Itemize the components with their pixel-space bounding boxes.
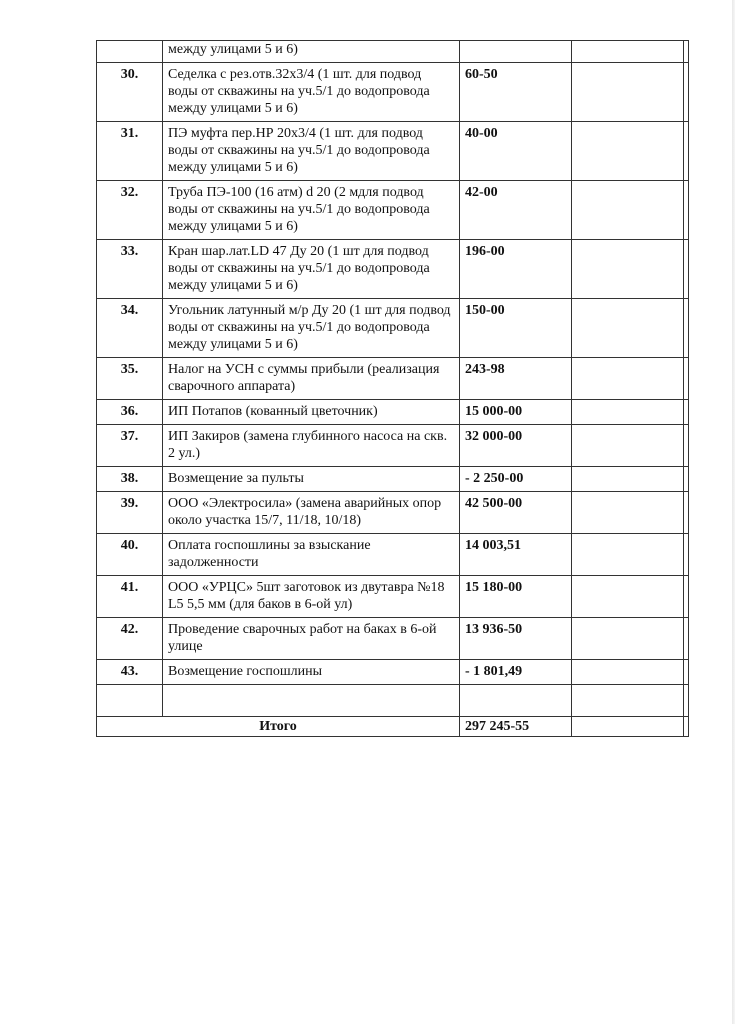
row-sum-cell: 42-00 [460, 181, 572, 240]
table-row-empty [97, 685, 689, 717]
row-extra-cell [684, 181, 689, 240]
row-extra-cell [684, 576, 689, 618]
row-description-cell: Угольник латунный м/р Ду 20 (1 шт для подвод воды от скважины на уч.5/1 до водопровода между улицами 5 и 6) [163, 299, 460, 358]
row-sum-cell: 40-00 [460, 122, 572, 181]
row-number-cell: 37. [97, 425, 163, 467]
row-extra-cell [572, 425, 684, 467]
table-row [97, 358, 689, 400]
expenses-table-footer [97, 685, 689, 737]
row-extra-cell [684, 685, 689, 717]
row-extra-cell [572, 181, 684, 240]
row-sum-cell: 60-50 [460, 63, 572, 122]
row-sum-cell: 15 000-00 [460, 400, 572, 425]
row-number-cell: 39. [97, 492, 163, 534]
row-extra-cell [684, 618, 689, 660]
row-extra-cell [684, 492, 689, 534]
table-row [97, 618, 689, 660]
row-number-cell: 38. [97, 467, 163, 492]
row-description-cell: ИП Закиров (замена глубинного насоса на скв. 2 ул.) [163, 425, 460, 467]
row-extra-cell [572, 492, 684, 534]
row-sum-cell: - 2 250-00 [460, 467, 572, 492]
row-description-cell: ИП Потапов (кованный цветочник) [163, 400, 460, 425]
row-sum-cell: 150-00 [460, 299, 572, 358]
row-sum-cell [460, 41, 572, 63]
table-row [97, 181, 689, 240]
row-sum-cell: 196-00 [460, 240, 572, 299]
row-extra-cell [572, 400, 684, 425]
scan-page-edge [732, 0, 735, 1024]
table-row [97, 240, 689, 299]
row-extra-cell [684, 122, 689, 181]
row-description-cell: Возмещение госпошлины [163, 660, 460, 685]
row-description-cell: ООО «УРЦС» 5шт заготовок из двутавра №18 L5 5,5 мм (для баков в 6-ой ул) [163, 576, 460, 618]
row-extra-cell [572, 618, 684, 660]
row-number-cell: 30. [97, 63, 163, 122]
row-description-cell: ООО «Электросила» (замена аварийных опор около участка 15/7, 11/18, 10/18) [163, 492, 460, 534]
row-sum-cell: 13 936-50 [460, 618, 572, 660]
row-extra-cell [572, 63, 684, 122]
row-extra-cell [684, 660, 689, 685]
row-extra-cell [572, 467, 684, 492]
expenses-table-body [97, 41, 689, 685]
row-extra-cell [572, 576, 684, 618]
row-extra-cell [684, 240, 689, 299]
row-extra-cell [572, 717, 684, 737]
row-extra-cell [684, 467, 689, 492]
row-number-cell: 35. [97, 358, 163, 400]
total-label: Итого [97, 717, 460, 737]
row-extra-cell [572, 660, 684, 685]
row-extra-cell [684, 63, 689, 122]
row-extra-cell [684, 41, 689, 63]
row-number-cell: 34. [97, 299, 163, 358]
table-row [97, 400, 689, 425]
row-number-cell: 32. [97, 181, 163, 240]
row-description-cell: Оплата госпошлины за взыскание задолженности [163, 534, 460, 576]
row-number-cell [97, 685, 163, 717]
row-extra-cell [684, 358, 689, 400]
table-row [97, 467, 689, 492]
table-row [97, 576, 689, 618]
row-number-cell: 42. [97, 618, 163, 660]
total-sum: 297 245-55 [460, 717, 572, 737]
table-row [97, 534, 689, 576]
table-row [97, 425, 689, 467]
row-extra-cell [572, 41, 684, 63]
row-sum-cell: 42 500-00 [460, 492, 572, 534]
row-number-cell: 43. [97, 660, 163, 685]
row-number-cell: 36. [97, 400, 163, 425]
row-extra-cell [572, 122, 684, 181]
row-sum-cell: 15 180-00 [460, 576, 572, 618]
row-extra-cell [684, 717, 689, 737]
row-extra-cell [572, 299, 684, 358]
row-sum-cell: 243-98 [460, 358, 572, 400]
row-extra-cell [572, 358, 684, 400]
row-extra-cell [684, 299, 689, 358]
row-number-cell: 31. [97, 122, 163, 181]
row-description-cell: Труба ПЭ-100 (16 атм) d 20 (2 мдля подвод воды от скважины на уч.5/1 до водопровода между улицами 5 и 6) [163, 181, 460, 240]
table-row-total [97, 717, 689, 737]
table-row-continuation [97, 41, 689, 63]
row-description-cell: Кран шар.лат.LD 47 Ду 20 (1 шт для подвод воды от скважины на уч.5/1 до водопровода между улицами 5 и 6) [163, 240, 460, 299]
row-extra-cell [572, 240, 684, 299]
row-extra-cell [572, 685, 684, 717]
row-sum-cell: - 1 801,49 [460, 660, 572, 685]
row-extra-cell [684, 400, 689, 425]
row-description-cell: Возмещение за пульты [163, 467, 460, 492]
table-row [97, 660, 689, 685]
table-row [97, 122, 689, 181]
row-number-cell [97, 41, 163, 63]
row-extra-cell [684, 425, 689, 467]
row-description-cell: Седелка с рез.отв.32х3/4 (1 шт. для подвод воды от скважины на уч.5/1 до водопровода между улицами 5 и 6) [163, 63, 460, 122]
row-description-cell [163, 685, 460, 717]
expenses-table [96, 40, 689, 737]
row-description-cell: Налог на УСН с суммы прибыли (реализация сварочного аппарата) [163, 358, 460, 400]
row-description-cell: ПЭ муфта пер.НР 20х3/4 (1 шт. для подвод воды от скважины на уч.5/1 до водопровода между улицами 5 и 6) [163, 122, 460, 181]
row-sum-cell: 32 000-00 [460, 425, 572, 467]
row-number-cell: 33. [97, 240, 163, 299]
row-extra-cell [684, 534, 689, 576]
row-sum-cell: 14 003,51 [460, 534, 572, 576]
table-row [97, 299, 689, 358]
row-sum-cell [460, 685, 572, 717]
table-row [97, 492, 689, 534]
row-extra-cell [572, 534, 684, 576]
row-number-cell: 41. [97, 576, 163, 618]
table-row [97, 63, 689, 122]
row-number-cell: 40. [97, 534, 163, 576]
row-description-cell: Проведение сварочных работ на баках в 6-ой улице [163, 618, 460, 660]
row-description-cell: между улицами 5 и 6) [163, 41, 460, 63]
